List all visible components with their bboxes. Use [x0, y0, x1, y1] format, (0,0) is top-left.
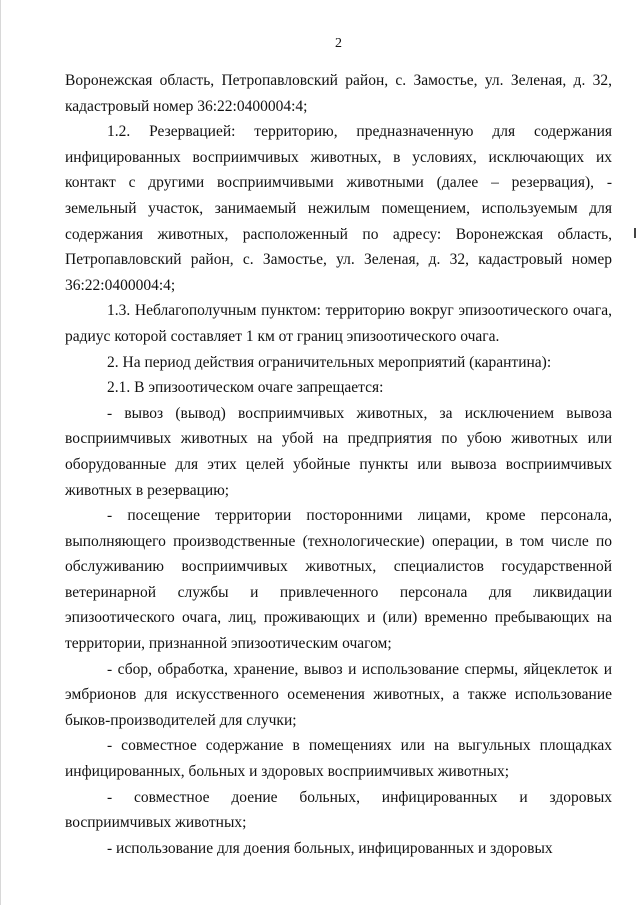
paragraph-2-quarantine-period: 2. На период действия ограничительных мероприятий (карантина): — [107, 353, 552, 371]
list-item-milking-equipment: - использование для доения больных, инфицированных и здоровых — [107, 839, 553, 857]
paragraph-2-1-prohibited: 2.1. В эпизоотическом очаге запрещается: — [107, 379, 384, 397]
list-item-sperm-embryos: - сбор, обработка, хранение, вывоз и использование спермы, яйцеклеток и эмбрионов для искусственного осеменения животных, а также использование быков-производителей для случки; — [65, 660, 612, 729]
paragraph-1-3-unfavorable-point: 1.3. Неблагополучным пунктом: территорию вокруг эпизоотического очага, радиус которой составляет 1 км от границ эпизоотического очага. — [65, 302, 612, 345]
page-number: 2 — [335, 36, 342, 51]
list-item-export-animals: - вывоз (вывод) восприимчивых животных, за исключением вывоза восприимчивых животных на убой на предприятия по убою животных или оборудованные для этих целей убойные пункты или вывоза восприимчивых животных в резервацию; — [65, 404, 612, 499]
list-item-joint-milking: - совместное доение больных, инфицированных и здоровых восприимчивых животных; — [65, 788, 612, 832]
scan-artifact — [634, 228, 636, 238]
list-item-joint-keeping: - совместное содержание в помещениях или на выгульных площадках инфицированных, больных и здоровых восприимчивых животных; — [65, 737, 612, 781]
paragraph-address-continued: Воронежская область, Петропавловский район, с. Замостье, ул. Зеленая, д. 32, кадастровый номер 36:22:0400004:4; — [65, 72, 612, 115]
list-item-visiting-territory: - посещение территории посторонними лицами, кроме персонала, выполняющего производственные (технологические) операции, в том числе по обслуживанию восприимчивых животных, специалистов государственной ветеринарной службы и привлеченного персонала для ликвидации эпизоотического очага, лиц, проживающих и (или) временно пребывающих на территории, признанной эпизоотическим очагом; — [65, 507, 612, 653]
paragraph-1-2-reservation: 1.2. Резервацией: территорию, предназначенную для содержания инфицированных восприимчивых животных, в условиях, исключающих их контакт с другими восприимчивыми животными (далее – резервация), - земельный участок, занимаемый нежилым помещением, используемым для содержания животных, расположенный по адресу: Воронежская область, Петропавловский район, с. Замостье, ул. Зеленая, д. 32, кадастровый номер 36:22:0400004:4; — [65, 123, 612, 294]
